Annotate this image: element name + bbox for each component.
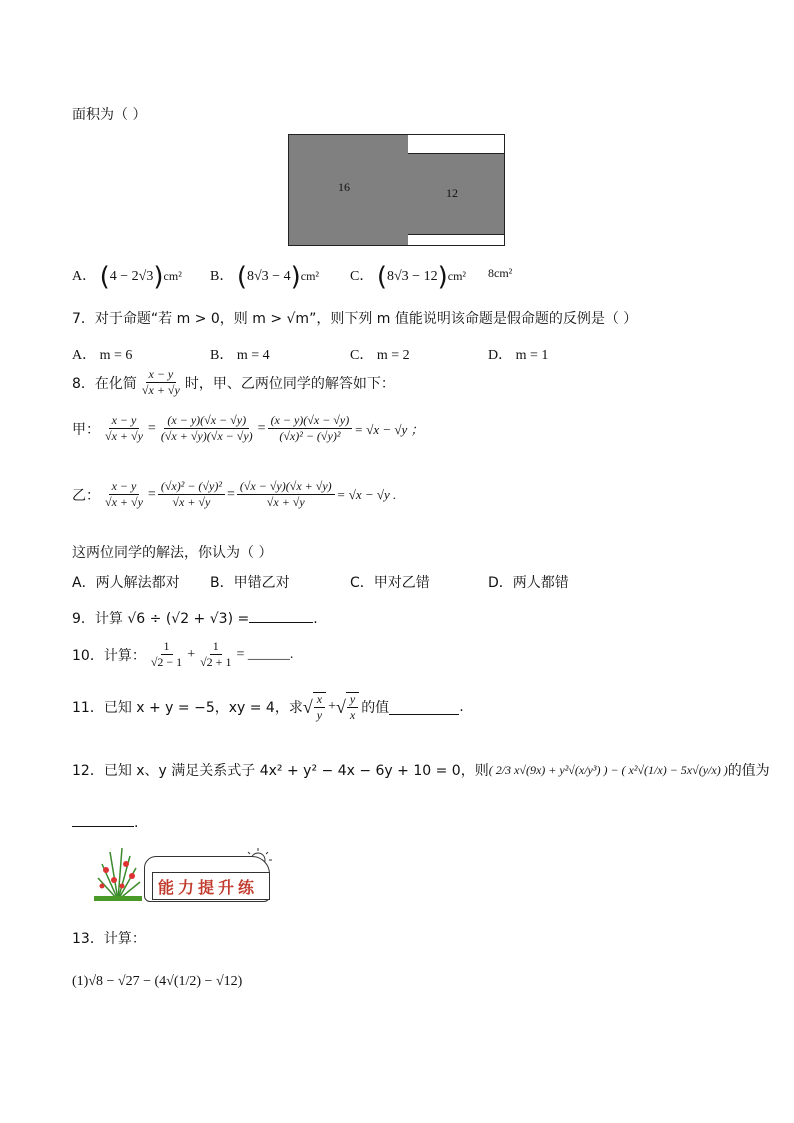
q7-option-b[interactable]: B． m = 4 (210, 348, 270, 363)
q11-answer-blank[interactable] (389, 700, 459, 715)
q7-option-d[interactable]: D． m = 1 (488, 348, 549, 363)
flower-plant-icon (88, 842, 148, 902)
q6-option-c[interactable]: C． (8√3 − 12)cm² (350, 262, 467, 292)
banner-title: 能力提升练 (158, 878, 259, 897)
q8-option-c[interactable]: C．甲对乙错 (350, 575, 430, 591)
q12-answer-blank[interactable] (72, 812, 134, 827)
q8-question: 这两位同学的解法，你认为（ ） (72, 545, 273, 561)
q9-answer-blank[interactable] (249, 608, 313, 623)
q8-option-b[interactable]: B．甲错乙对 (210, 575, 290, 591)
q7-option-a[interactable]: A． m = 6 (72, 348, 133, 363)
large-area-label: 16 (338, 180, 350, 194)
small-area-label: 12 (446, 186, 458, 200)
q8-yi-solution: 乙： $\frac{x - y}{√x + √y}$ = $\frac{\text{(√x)² − (√y)²}}{√x + √y}$ = $\frac{(√x - √y)(√x + √y)}{√x + √y}$ = √x − √y . (72, 479, 397, 510)
q8-option-d[interactable]: D．两人都错 (488, 575, 569, 591)
yi-step-2: $\frac{(√x - √y)(√x + √y)}{√x + √y}$ (237, 480, 335, 510)
jia-step-2: $\frac{(x - y)(√x - √y)}{\text{(√x)² − (√y)²}}$ (268, 414, 353, 444)
yi-step-1: $\frac{\text{(√x)² − (√y)²}}{√x + √y}$ (158, 480, 225, 510)
q6-option-a[interactable]: A． (4 − 2√3)cm² (72, 262, 182, 292)
q8-option-a[interactable]: A．两人解法都对 (72, 575, 180, 591)
q8-intro: 8．在化简 $\frac{x - y}{√x + √y}$ 时，甲、乙两位同学的解答如下： (72, 367, 395, 398)
q7-stem: 7．对于命题“若 m > 0，则 m > √m”，则下列 m 值能说明该命题是假命题的反例是（ ） (72, 311, 638, 327)
q12: 12．已知 x、y 满足关系式子 4x² + y² − 4x − 6y + 10 = 0，则 ( 2/3 x√(9x) + y²√(x/y³) ) − ( x²√(1/x) − 5x√(y/x) ) 的值为 (72, 762, 770, 779)
q10: 10．计算： $\frac{1}{√2 - 1}$ + $\frac{1}{√2 + 1}$ = ______. (72, 639, 294, 670)
section-banner (88, 842, 278, 902)
q6-stem: 面积为（ ） (72, 107, 147, 123)
q8-jia-solution: 甲： $\frac{x - y}{√x + √y}$ = $\frac{(x - y)(√x - √y)}{(√x + √y)(√x - √y)}$ = $\frac{(x - y)(√x - √y)}{\text{(√x)² − (√y)²}}$ = √x − √y ； (72, 413, 424, 444)
q13-part-1: (1)√8 − √27 − (4√(1/2) − √12) (72, 974, 243, 989)
q13-title: 13．计算： (72, 931, 146, 947)
q6-option-d[interactable]: 8cm² (488, 266, 513, 280)
q6-figure (288, 134, 506, 246)
q12-answer-line: . (72, 812, 138, 831)
q6-option-b[interactable]: B． (8√3 − 4)cm² (210, 262, 320, 292)
q9: 9．计算 √6 ÷ (√2 + √3) = . (72, 608, 318, 628)
q11: 11．已知 x + y = −5，xy = 4，求 √ $\frac{x}{y}$ + √ $\frac{y}{x}$ 的值 . (72, 692, 464, 723)
q8-fraction: $\frac{x - y}{√x + √y}$ (141, 367, 180, 398)
jia-step-1: $\frac{(x - y)(√x - √y)}{(√x + √y)(√x - √y)}$ (160, 413, 253, 444)
q7-option-c[interactable]: C． m = 2 (350, 348, 410, 363)
